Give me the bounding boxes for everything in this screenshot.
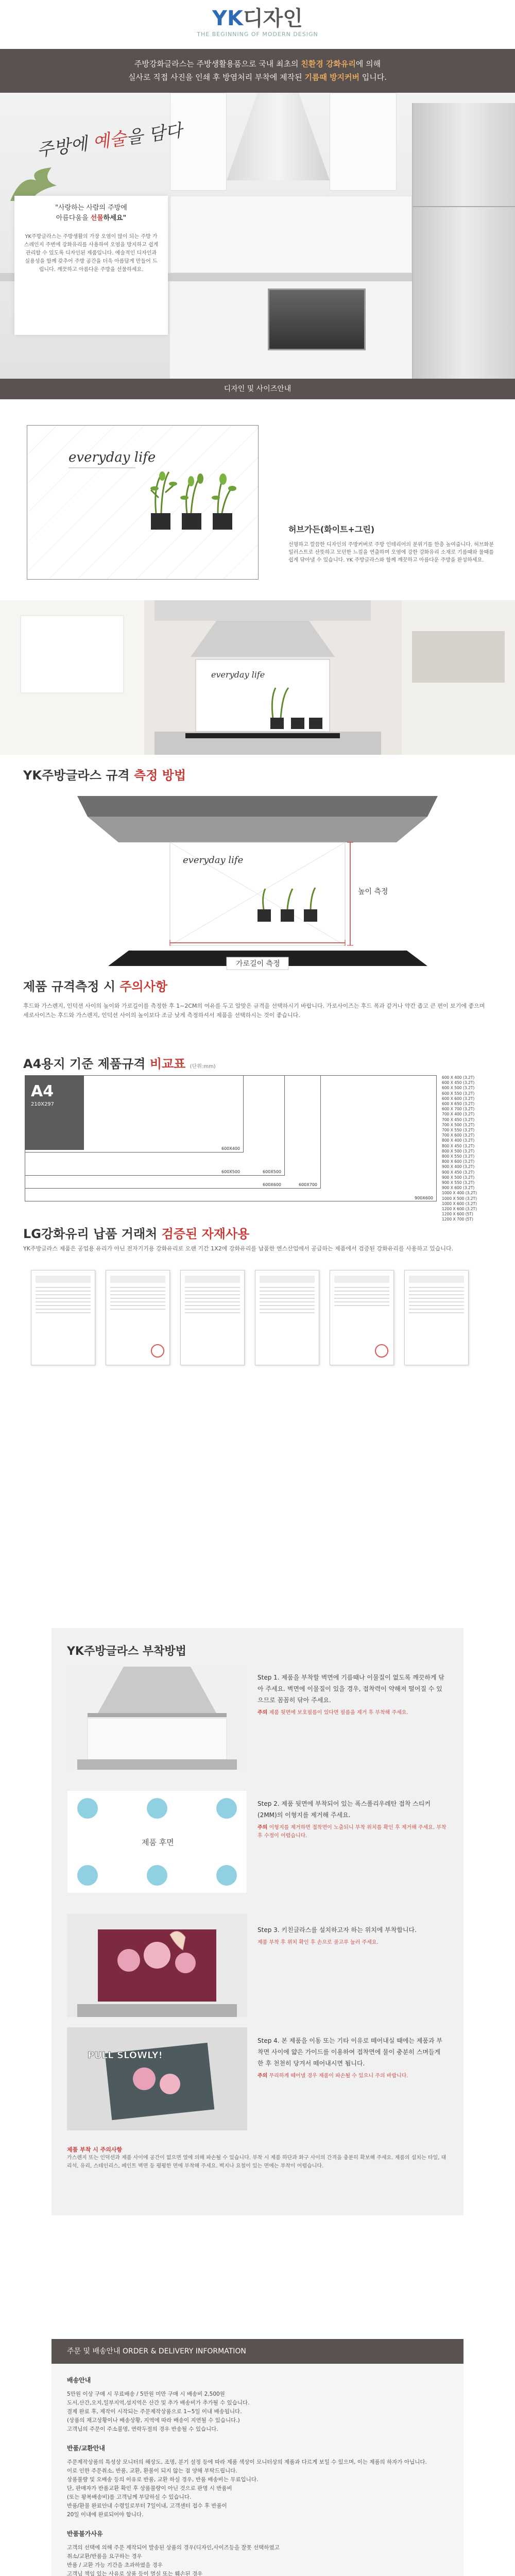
hero-script-part: 을 담다 — [125, 120, 184, 149]
howto-title: YK주방글라스 부착방법 — [67, 1645, 186, 1658]
size-box-label: 600X400 — [221, 1146, 241, 1151]
hero-quote-card — [14, 196, 168, 335]
note-text: 무리하게 떼어낼 경우 제품이 파손될 수 있으니 주의 바랍니다. — [267, 2073, 408, 2079]
certificate-document[interactable] — [31, 1270, 95, 1365]
certs-description: YK주방글라스 제품은 공업용 유리가 아닌 전자기기용 강화유리로 오랜 기간 1X2에 강화유리를 납품한 엔스산업에서 공급하는 제품에서 검증된 강화유리를 사용하고 있습니다. — [23, 1245, 454, 1252]
step1-text — [258, 1672, 448, 1717]
note-keyword: 주의 — [258, 1825, 268, 1831]
caution-title: 제품 부착 시 주의사항 — [67, 2146, 123, 2153]
step3-description: Step 3. 키친글라스를 설치하고자 하는 위치에 부착합니다. — [258, 1926, 417, 1934]
note-keyword: 주의 — [258, 2073, 268, 2079]
size-list-item: 700 X 500 (3.2T) — [442, 1122, 475, 1127]
size-box-label: 600X500 — [221, 1170, 241, 1174]
intro-highlight: 기름때 방지커버 — [304, 73, 360, 82]
sizes-title — [23, 1054, 216, 1072]
width-measure-label: 가로길이 측정 — [236, 960, 280, 968]
size-list-item: 1200 X 600 (5T) — [442, 1212, 473, 1217]
size-list-item: 800 X 600 (3.2T) — [442, 1159, 475, 1164]
size-list-item: 900 X 450 (3.2T) — [442, 1170, 475, 1175]
quote-highlight: 선물 — [90, 214, 104, 222]
measure-art-title: everyday life — [183, 855, 244, 866]
brand-logo-yk: YK — [212, 7, 244, 30]
intro-text: 주방강화글라스는 주방생활용품으로 국내 최초의 — [134, 59, 301, 69]
product-description: 선명하고 깔끔한 디자인의 주방커버로 주방 인테리어의 분위기를 한층 높여줍니다. 허브화분 일러스트로 산뜻하고 모던한 느낌을 연출하며 오염에 강한 강화유리 소재로 기름때와 물때를 쉽게 닦아낼 수 있습니다. YK 주방글라스와 함께 깨끗하고 아름다운 주방을 완성하세요. — [288, 542, 494, 563]
hero-script-part: 주방에 — [36, 132, 94, 161]
hero-quote-line — [23, 213, 160, 224]
a4-dimension: 210X297 — [31, 1101, 55, 1107]
step4-note — [258, 2072, 448, 2080]
intro-text: 입니다. — [359, 73, 387, 82]
product-name: 허브가든(화이트+그린) — [288, 524, 375, 534]
note-keyword: 주의 — [258, 1710, 268, 1716]
size-list-item: 900 X 500 (3.2T) — [442, 1175, 475, 1180]
certificate-document[interactable] — [255, 1270, 319, 1365]
oven — [268, 289, 366, 350]
size-compare-section — [0, 1054, 515, 1224]
sizes-title-part: A4용지 기준 제품규격 — [23, 1057, 150, 1071]
backsplash-wall — [170, 196, 412, 273]
product-section — [0, 399, 515, 600]
measure-notes — [0, 976, 515, 1054]
shipping-section-text: 5만원 이상 구매 시 무료배송 / 5만원 미만 구매 시 배송비 2,500원 도서,산간,오지,일부지역,섬지역은 산간 및 추가 배송비가 추가될 수 있습니다. 결제 완료 후, 제작이 시작되는 주문제작상품으로 1~5일 이내 배송됩니다. (상품의 재고상황이나 배송상황, 지역에 따라 배송이 지연될 수 있습니다.) 고객님의 주문이 주소불명, 연락두절의 경우 반송될 수 있습니다. — [67, 2391, 250, 2432]
size-list-item: 1000 X 400 (3.2T) — [442, 1191, 477, 1196]
size-list-item: 600 X 600 (3.2T) — [442, 1096, 475, 1101]
measure-diagram — [0, 786, 515, 971]
installed-kitchen-photo — [0, 600, 515, 755]
quote-part: 아름다움을 — [56, 214, 91, 222]
installed-art-title: everyday life — [211, 670, 265, 680]
hero-script-highlight: 예술 — [91, 128, 128, 154]
size-box-label: 600X700 — [299, 1182, 318, 1187]
certs-title-part: LG강화유리 납품 거래처 — [23, 1227, 162, 1241]
certificate-document[interactable] — [106, 1270, 170, 1365]
sizes-unit: (단위:mm) — [190, 1064, 216, 1070]
size-list-item: 900 X 600 (3.2T) — [442, 1185, 475, 1191]
a4-paper-reference — [25, 1075, 84, 1150]
size-list-item: 1000 X 600 (3.2T) — [442, 1201, 477, 1206]
intro-highlight: 친환경 강화유리 — [301, 59, 356, 69]
quote-part: 하세요" — [103, 214, 127, 222]
intro-text: 실사로 직접 사진을 인쇄 후 방염처리 부착에 제작된 — [128, 73, 305, 82]
measure-title — [23, 765, 186, 783]
notes-text: 후드와 가스렌지, 인덕션 사이의 높이와 가로길이를 측정한 후 1~2CM의 여유를 두고 알맞은 규격을 선택하시기 바랍니다. 가로사이즈는 후드 폭과 같거나 약간 좁고 큰 편이 보기에 좋으며 세로사이즈는 후드와 가스렌지, 인덕션 사이의 높이보다 조금 낮게 측정하셔서 제품을 선택하시는 것이 좋습니다. — [23, 1003, 485, 1019]
hero-script-title — [35, 116, 183, 161]
step2-description: Step 2. 제품 뒷면에 부착되어 있는 폭스폴리우레탄 접착 스티커(2MM)의 이형지를 제거해 주세요. — [258, 1800, 431, 1819]
size-list-item: 1200 X 700 (5T) — [442, 1217, 473, 1222]
upper-cabinet-right — [330, 93, 397, 191]
size-list — [442, 1075, 477, 1223]
measure-section — [0, 755, 515, 976]
step4-text — [258, 2035, 448, 2080]
shipping-body — [52, 2364, 464, 2576]
brand-logo-kr: 디자인 — [243, 7, 303, 30]
notes-title-part: 제품 규격측정 시 — [23, 979, 120, 994]
size-list-item: 700 X 600 (3.2T) — [442, 1133, 475, 1138]
intro-text: 에 의해 — [355, 59, 381, 69]
size-list-item: 800 X 400 (3.2T) — [442, 1138, 475, 1143]
installation-guide — [52, 1628, 464, 2215]
size-list-item: 800 X 500 (3.2T) — [442, 1148, 475, 1154]
caution-text: 가스렌지 또는 인덕션과 제품 사이에 공간이 없으면 열에 의해 파손될 수 있습니다. 부착 시 제품 하단과 화구 사이의 간격을 충분히 확보해 주세요. 제품의 설치는 타일, 대리석, 유리, 스테인리스, 페인트 벽면 등 평평한 면에 부착해 주세요. 벽지나 요철이 있는 면에는 부착이 어렵습니다. — [67, 2155, 447, 2169]
install-caution — [67, 2146, 448, 2171]
step1-image — [67, 1667, 247, 1770]
step4-image — [67, 2027, 247, 2130]
return-section-text: 주문제작상품의 특성상 모니터의 해상도, 조명, 분기 설정 등에 따라 제품 색상이 모니터상의 제품과 다르게 보일 수 있으며, 이는 제품의 하자가 아닙니다. 이로 인한 주문취소, 반품, 교환, 환불이 되지 않는 점 양해 부탁드립니다. 상품불량 및 오배송 등의 이유로 반품, 교환 하실 경우, 반품 배송비는 무료입니다. 단, 판매자가 반품교환 확인 후 상품불량이 아닌 것으로 판명 시 반품비 (또는 왕복배송비)를 고객님께 부담하실 수 있습니다. 반품/환불 완료안내 수령일로부터 7일이내, 고객센터 접수 후 반품이 20일 이내에 완료되어야 합니다. — [67, 2459, 427, 2518]
hero-description: YK주방글라스는 주방생활의 가장 오염이 많이 되는 주방 가스레인지 주변에 강화유리를 사용하여 오염을 방지하고 쉽게 관리할 수 있도록 디자인된 제품입니다. 예술적인 디자인과 실용성을 함께 갖추어 주방 공간을 더욱 아름답게 만들어 드립니다. 깨끗하고 아름다운 주방을 선물하세요. — [24, 234, 159, 273]
step3-note: 제품 부착 후 위치 확인 후 손으로 골고루 눌러 주세요. — [258, 1940, 379, 1945]
size-list-item: 1000 X 500 (3.2T) — [442, 1196, 477, 1201]
step1-hood-image — [67, 1667, 247, 1770]
size-list-item: 900 X 400 (3.2T) — [442, 1164, 475, 1170]
intro-line-1 — [0, 57, 515, 71]
hero-quote — [23, 203, 160, 224]
brand-tagline: THE BEGINNING OF MODERN DESIGN — [197, 31, 318, 38]
step1-note — [258, 1709, 448, 1717]
no-return-section-text: 고객의 선택에 의해 주문 제작되어 발송된 상품의 경우(디자인,사이즈등을 잘못 선택하였고 취소/교환/반품을 요구하는 경우 반품 / 교환 가능 기간을 초과하였을 경우 고객님 책임 있는 사유로 상품 등이 멸실 또는 훼손된 경우 — [67, 2545, 280, 2576]
product-image[interactable] — [27, 425, 259, 580]
refrigerator — [412, 103, 515, 379]
size-box-label: 900X600 — [415, 1196, 434, 1200]
size-list-item: 700 X 550 (3.2T) — [442, 1128, 475, 1133]
step3-image — [67, 1914, 247, 2017]
size-list-item: 900 X 550 (3.2T) — [442, 1180, 475, 1185]
step3-text — [258, 1924, 448, 1947]
note-text: 제품 뒷면에 보호필름이 있다면 필름을 제거 후 부착해 주세요. — [267, 1710, 408, 1716]
a4-label: A4 — [31, 1082, 54, 1100]
herb-garden-art — [27, 426, 259, 580]
shipping-info-section — [52, 2339, 464, 2576]
return-section-title: 반품/교환안내 — [67, 2445, 105, 2452]
hero-quote-line: "사랑하는 사람의 주방에 — [55, 204, 127, 212]
size-list-item: 600 X 450 (3.2T) — [442, 1080, 475, 1086]
step4-remove-image — [67, 2027, 247, 2130]
size-list-item: 600 X 700 (3.2T) — [442, 1107, 475, 1112]
certificate-document[interactable] — [180, 1270, 245, 1365]
size-list-item: 600 X 500 (3.2T) — [442, 1086, 475, 1091]
no-return-section-title: 반품불가사유 — [67, 2530, 103, 2537]
product-back-image — [67, 1790, 247, 1893]
product-back-label: 제품 후면 — [142, 1838, 174, 1847]
size-list-item: 800 X 550 (3.2T) — [442, 1154, 475, 1159]
certificate-document[interactable] — [330, 1270, 394, 1365]
step2-image — [67, 1790, 247, 1893]
step3-install-image — [67, 1914, 247, 2017]
certs-title-highlight: 검증된 자재사용 — [161, 1227, 250, 1241]
size-box-label: 600X600 — [263, 1182, 282, 1187]
notes-title-highlight: 주의사항 — [119, 979, 168, 994]
size-box-label: 600X500 — [263, 1170, 282, 1174]
step4-description: Step 4. 본 제품을 이동 또는 기타 이유로 떼어내실 때에는 제품과 부착면 사이에 얇은 가이드를 이용하여 접착면에 물이 충분히 스며들게 한 후 천천히 당겨서 떼어내시면 됩니다. — [258, 2037, 442, 2067]
installed-scene — [0, 600, 515, 755]
height-measure-label: 높이 측정 — [358, 888, 388, 896]
size-list-item: 600 X 400 (3.2T) — [442, 1075, 475, 1080]
pull-slowly-label: PULL SLOWLY! — [88, 2050, 163, 2061]
measure-title-highlight: 측정 방법 — [133, 768, 186, 783]
section-bar-design-size: 디자인 및 사이즈안내 — [0, 379, 515, 399]
certificate-document[interactable] — [404, 1270, 469, 1365]
range-hood — [227, 93, 330, 180]
size-list-item: 700 X 450 (3.2T) — [442, 1117, 475, 1122]
shipping-section-title: 배송안내 — [67, 2377, 91, 2384]
size-list-item: 600 X 550 (3.2T) — [442, 1091, 475, 1096]
intro-banner — [0, 49, 515, 93]
step2-text — [258, 1798, 448, 1840]
shipping-header: 주문 및 배송안내 ORDER & DELIVERY INFORMATION — [52, 2339, 464, 2364]
step2-note — [258, 1824, 448, 1840]
hero-kitchen-photo — [0, 93, 515, 379]
brand-header — [0, 0, 515, 49]
sizes-title-highlight: 비교표 — [149, 1057, 186, 1071]
certificate-section — [0, 1224, 515, 1445]
size-list-item: 700 X 400 (3.2T) — [442, 1112, 475, 1117]
step1-description: Step 1. 제품을 부착할 벽면에 기름때나 이물질이 없도록 깨끗하게 닦아 주세요. 벽면에 이물질이 있을 경우, 접착력이 약해져 떨어질 수 있으므로 꼼꼼히 닦아 주세요. — [258, 1674, 444, 1704]
note-text: 이형지를 제거하면 접착면이 노출되니 부착 위치를 확인 후 제거해 주세요. 부착 후 수정이 어렵습니다. — [258, 1825, 447, 1839]
brand-logo[interactable] — [0, 7, 515, 30]
notes-title — [23, 976, 492, 994]
size-list-item: 1200 X 600 (3.2T) — [442, 1207, 477, 1212]
intro-line-2 — [0, 71, 515, 84]
certs-title — [23, 1224, 249, 1242]
size-list-item: 600 X 650 (3.2T) — [442, 1101, 475, 1107]
art-script-title: everyday life — [68, 450, 156, 465]
measure-title-part: YK주방글라스 규격 — [23, 768, 134, 783]
size-list-item: 800 X 450 (3.2T) — [442, 1143, 475, 1148]
